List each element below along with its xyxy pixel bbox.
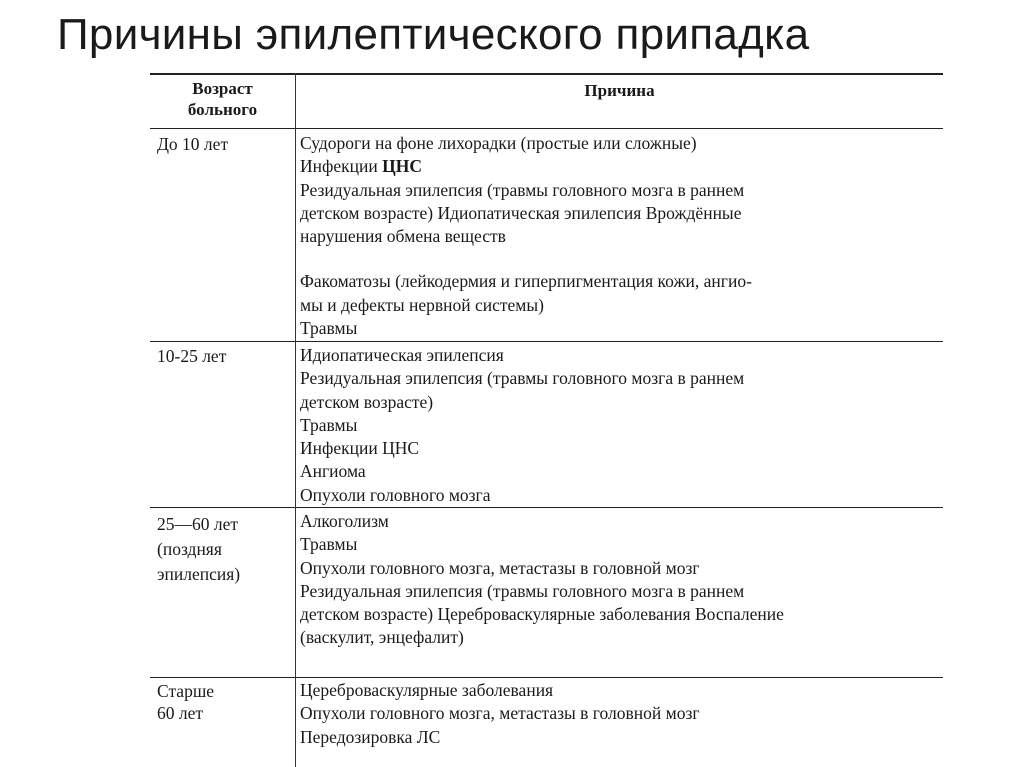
row-causes [300,344,744,507]
header-age-line: больного [187,100,258,119]
header-bottom-rule [150,128,943,129]
cause-line: мы и дефекты нервной системы) [300,294,544,315]
spacer [300,248,752,270]
cause-line: детском возрасте) Цереброваскулярные заболевания Воспаление [300,604,784,625]
header-cause: Причина [584,81,655,100]
row-age [157,133,228,155]
cause-line: Резидуальная эпилепсия (травмы головного мозга в раннем [300,368,745,389]
row-age [157,345,226,367]
table-top-rule [150,73,943,75]
page-title: Причины эпилептического припадка [57,10,810,59]
age-line: (поздняя [157,539,222,559]
cause-line: Травмы [300,534,358,555]
age-line: 25—60 лет [157,514,239,534]
cause-line: (васкулит, энцефалит) [300,627,464,648]
age-line: 60 лет [157,703,204,723]
age-line: 10-25 лет [157,346,227,366]
cause-line: детском возрасте) Идиопатическая эпилепсия Врождённые [300,202,742,223]
cause-text-bold: ЦНС [382,156,422,177]
cause-line: Опухоли головного мозга, метастазы в головной мозг [300,557,700,578]
row-causes [300,132,752,340]
cause-line: Передозировка ЛС [300,726,441,747]
cause-line: Резидуальная эпилепсия (травмы головного мозга в раннем [300,179,745,200]
header-age-line: Возраст [192,79,253,98]
cause-line: Инфекции ЦНС [300,438,420,459]
row-divider [150,341,943,342]
age-line: эпилепсия) [157,564,241,584]
cause-line: Опухоли головного мозга, метастазы в головной мозг [300,703,700,724]
row-causes [300,510,784,650]
row-age [157,512,240,587]
cause-line: детском возрасте) [300,391,434,412]
row-causes [300,679,700,749]
age-line: Старше [157,681,215,701]
causes-table [150,73,943,767]
row-divider [150,677,943,678]
cause-line: Травмы [300,318,358,339]
row-divider [150,507,943,508]
age-line: До 10 лет [157,134,229,154]
column-divider [295,73,296,767]
cause-line: Ангиома [300,461,366,482]
cause-line: Судороги на фоне лихорадки (простые или сложные) [300,133,697,153]
cause-line: Цереброваскулярные заболевания [300,680,554,700]
cause-text: Инфекции [300,156,378,177]
cause-line: Опухоли головного мозга [300,484,491,505]
cause-line [300,155,752,178]
header-age [150,78,295,120]
cause-line: Резидуальная эпилепсия (травмы головного мозга в раннем [300,580,745,601]
cause-line: Алкоголизм [300,511,389,531]
row-age [157,680,214,724]
cause-line: Идиопатическая эпилепсия [300,345,504,365]
cause-line: Травмы [300,414,358,435]
cause-line: Факоматозы (лейкодермия и гиперпигментация кожи, ангио- [300,271,752,292]
cause-line: нарушения обмена веществ [300,226,506,247]
